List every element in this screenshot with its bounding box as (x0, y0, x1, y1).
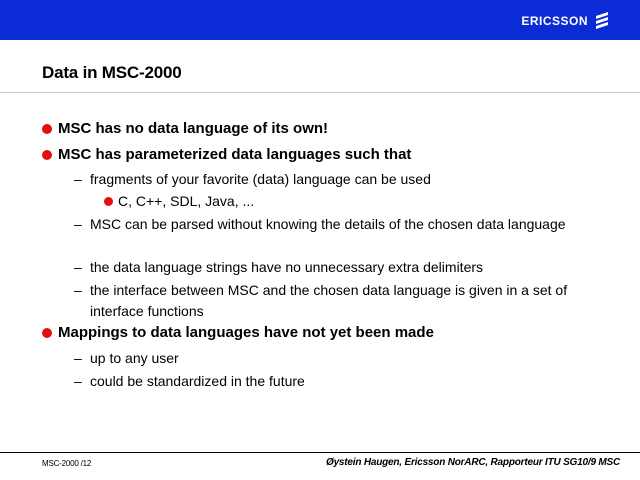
sub-bullet-text: up to any user (90, 350, 179, 366)
sub-bullet-text: the interface between MSC and the chosen data language is given in a set of interface functions (90, 282, 568, 319)
dash-marker: – (74, 350, 82, 366)
sub-bullet-item (74, 214, 594, 235)
sub-sub-bullet-text: C, C++, SDL, Java, ... (118, 193, 255, 209)
bullet-text: Mappings to data languages have not yet been made (58, 324, 434, 341)
sub-bullet-text: fragments of your favorite (data) language can be used (90, 171, 431, 187)
dash-marker: – (74, 259, 82, 275)
sub-bullet-text: could be standardized in the future (90, 373, 305, 389)
bullet-dot-icon (104, 197, 113, 206)
dash-marker: – (74, 282, 82, 298)
bullet-text: MSC has no data language of its own! (58, 120, 329, 137)
bullet-text: MSC has parameterized data languages such that (58, 146, 412, 163)
sub-bullet-text: MSC can be parsed without knowing the details of the chosen data language (90, 216, 566, 232)
dash-marker: – (74, 216, 82, 232)
bullet-item (42, 146, 411, 163)
bullet-item (42, 120, 328, 137)
footer-divider (0, 452, 640, 453)
title-divider (0, 92, 640, 93)
bullet-dot-icon (42, 124, 52, 134)
ericsson-logo-icon (594, 12, 610, 30)
footer-author: Øystein Haugen, Ericsson NorARC, Rapporteur ITU SG10/9 MSC (325, 457, 620, 468)
bullet-dot-icon (42, 150, 52, 160)
dash-marker: – (74, 373, 82, 389)
bullet-item (42, 324, 434, 341)
sub-sub-bullet-item (104, 193, 254, 209)
slide-title: Data in MSC-2000 (42, 63, 182, 82)
sub-bullet-item (74, 348, 594, 369)
sub-bullet-item (74, 257, 594, 278)
sub-bullet-item (74, 169, 594, 190)
sub-bullet-text: the data language strings have no unnecessary extra delimiters (90, 259, 484, 275)
brand-name: ERICSSON (521, 14, 588, 28)
brand (521, 12, 610, 30)
header-bar (0, 0, 640, 40)
sub-bullet-item (74, 371, 594, 392)
bullet-dot-icon (42, 328, 52, 338)
dash-marker: – (74, 171, 82, 187)
sub-bullet-item (74, 280, 594, 322)
slide-number: MSC-2000 /12 (42, 459, 92, 468)
